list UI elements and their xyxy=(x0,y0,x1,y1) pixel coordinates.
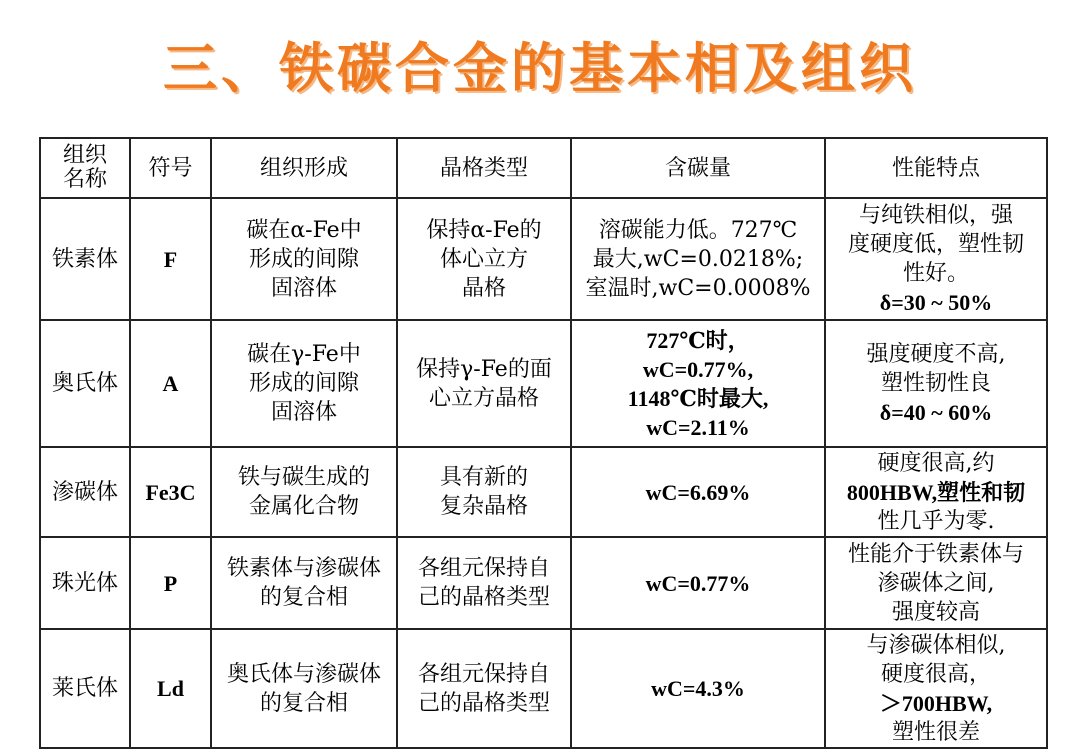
page-title: 三、铁碳合金的基本相及组织 xyxy=(163,37,917,100)
cell-formation: 铁素体与渗碳体 的复合相 xyxy=(211,537,397,629)
cell-name: 珠光体 xyxy=(40,537,130,629)
cell-lattice: 各组元保持自 己的晶格类型 xyxy=(397,537,571,629)
cell-properties: 与渗碳体相似, 硬度很高， ＞700HBW, 塑性很差 xyxy=(825,629,1047,748)
cell-carbon: 727℃时， wC=0.77%, 1148℃时最大, wC=2.11% xyxy=(571,320,825,447)
cell-properties: 硬度很高,约 800HBW,塑性和韧 性几乎为零. xyxy=(825,447,1047,537)
cell-symbol: P xyxy=(130,537,211,629)
phase-table xyxy=(39,137,1048,749)
table-row xyxy=(40,198,1047,320)
header-carbon: 含碳量 xyxy=(571,138,825,198)
cell-formation: 铁与碳生成的 金属化合物 xyxy=(211,447,397,537)
cell-carbon: wC=0.77% xyxy=(571,537,825,629)
cell-symbol: F xyxy=(130,198,211,320)
header-lattice: 晶格类型 xyxy=(397,138,571,198)
header-properties: 性能特点 xyxy=(825,138,1047,198)
cell-symbol: A xyxy=(130,320,211,447)
cell-formation: 碳在α-Fe中 形成的间隙 固溶体 xyxy=(211,198,397,320)
cell-symbol: Ld xyxy=(130,629,211,748)
cell-lattice: 各组元保持自 己的晶格类型 xyxy=(397,629,571,748)
table-row xyxy=(40,447,1047,537)
cell-carbon: wC=4.3% xyxy=(571,629,825,748)
table-row xyxy=(40,320,1047,447)
cell-carbon: 溶碳能力低。727℃ 最大,wC=0.0218%; 室温时,wC=0.0008% xyxy=(571,198,825,320)
cell-formation: 碳在γ-Fe中 形成的间隙 固溶体 xyxy=(211,320,397,447)
cell-lattice: 保持γ-Fe的面 心立方晶格 xyxy=(397,320,571,447)
cell-name: 铁素体 xyxy=(40,198,130,320)
table-row xyxy=(40,629,1047,748)
cell-symbol: Fe3C xyxy=(130,447,211,537)
header-symbol: 符号 xyxy=(130,138,211,198)
table-row xyxy=(40,537,1047,629)
cell-name: 奥氏体 xyxy=(40,320,130,447)
cell-properties: 性能介于铁素体与 渗碳体之间, 强度较高 xyxy=(825,537,1047,629)
cell-lattice: 具有新的 复杂晶格 xyxy=(397,447,571,537)
header-row xyxy=(40,138,1047,198)
cell-formation: 奥氏体与渗碳体 的复合相 xyxy=(211,629,397,748)
cell-carbon: wC=6.69% xyxy=(571,447,825,537)
cell-name: 渗碳体 xyxy=(40,447,130,537)
header-formation: 组织形成 xyxy=(211,138,397,198)
cell-lattice: 保持α-Fe的 体心立方 晶格 xyxy=(397,198,571,320)
cell-name: 莱氏体 xyxy=(40,629,130,748)
cell-properties: 强度硬度不高, 塑性韧性良 δ=40 ~ 60% xyxy=(825,320,1047,447)
cell-properties: 与纯铁相似，强 度硬度低，塑性韧 性好。 δ=30 ~ 50% xyxy=(825,198,1047,320)
header-name: 组织 名称 xyxy=(40,138,130,198)
